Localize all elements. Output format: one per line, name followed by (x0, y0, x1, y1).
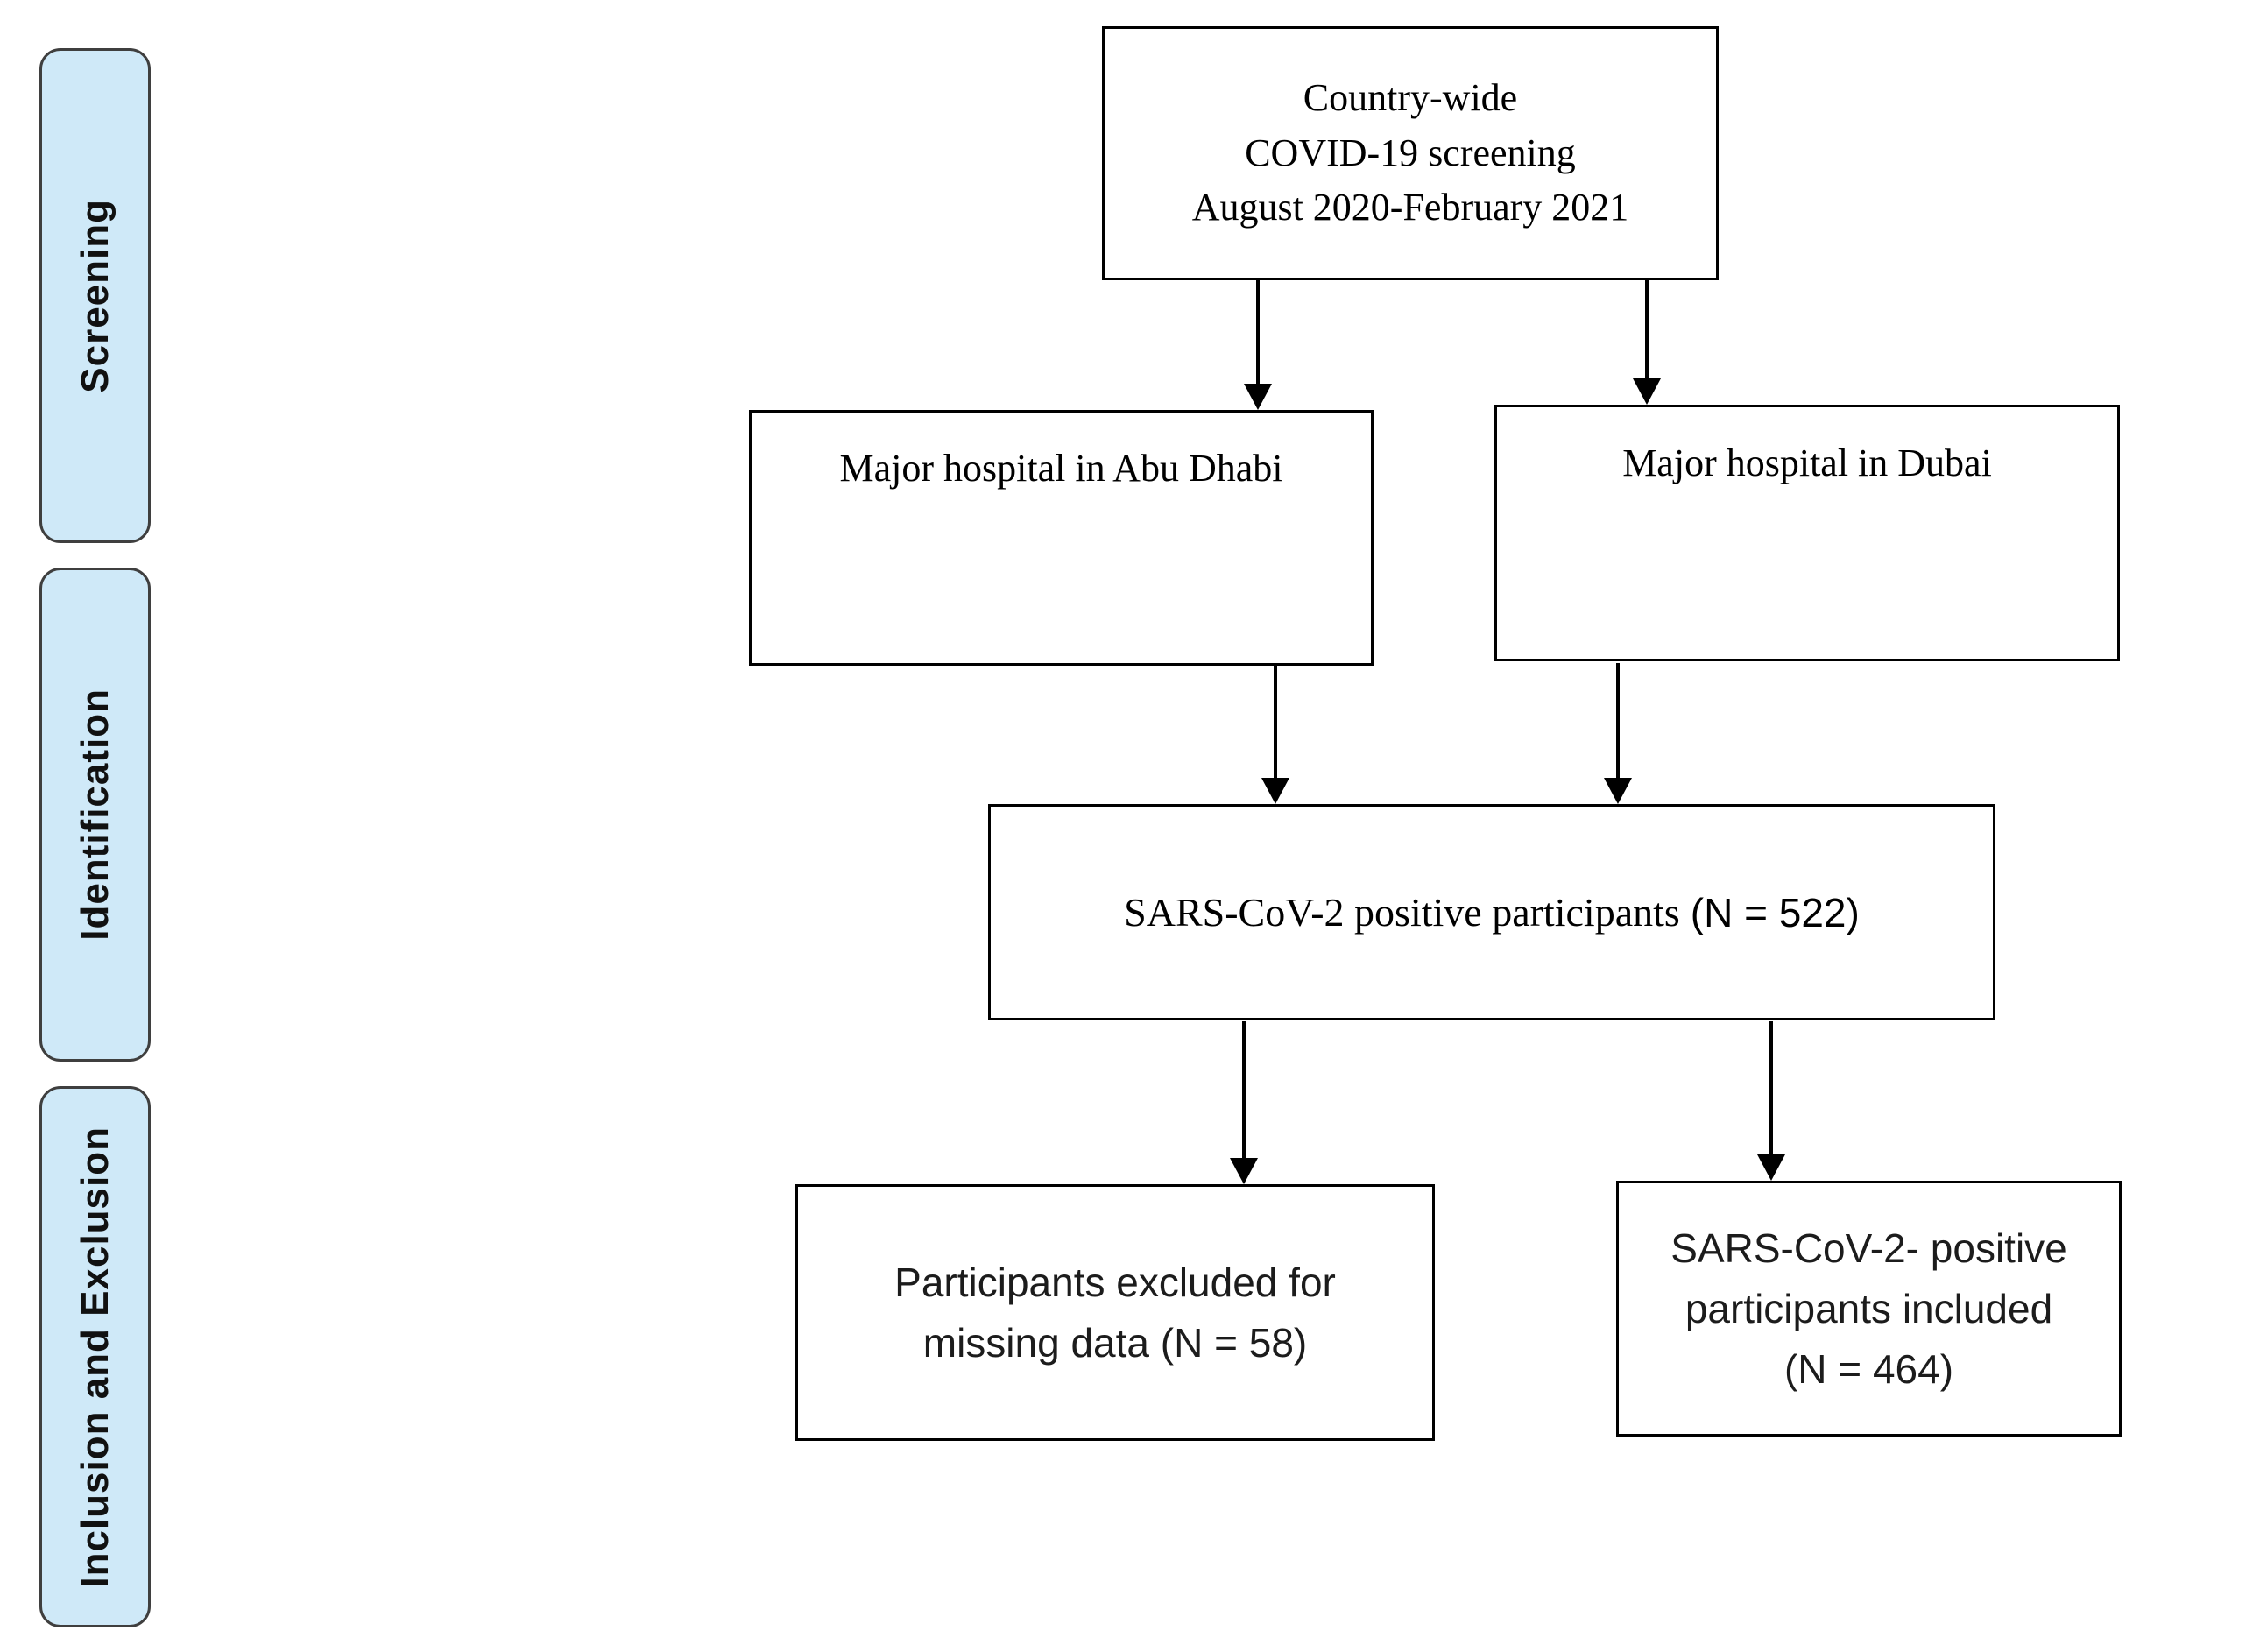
included-participants-box (1616, 1181, 2122, 1437)
box-line: Country-wide (1303, 76, 1518, 120)
dubai-hospital-box (1494, 405, 2120, 661)
box-line: (N = 464) (1783, 1345, 1954, 1392)
box-line: participants included (1684, 1285, 2053, 1331)
stage-inclusion-exclusion (39, 1086, 151, 1627)
box-line: Participants excluded for (894, 1259, 1336, 1305)
stage-screening (39, 48, 151, 543)
arrow-shaft (1274, 666, 1277, 780)
box-line: missing data (N = 58) (922, 1319, 1308, 1366)
arrow-shaft (1256, 280, 1260, 385)
arrow-head-icon (1633, 378, 1661, 405)
arrow-positive-to-excluded (1229, 1021, 1259, 1184)
abu-dhabi-hospital-box (749, 410, 1374, 666)
box-count: (N = 522) (1690, 889, 1860, 935)
stage-identification (39, 568, 151, 1062)
box-line: SARS-CoV-2- positive (1670, 1225, 2067, 1271)
arrow-shaft (1242, 1021, 1246, 1160)
arrow-head-icon (1230, 1158, 1258, 1184)
arrow-head-icon (1244, 384, 1272, 410)
arrow-screening-to-abudhabi (1243, 280, 1273, 410)
box-label: Major hospital in Dubai (1622, 441, 1992, 484)
box-label: SARS-CoV-2 positive participants (1124, 890, 1680, 935)
arrow-shaft (1616, 663, 1620, 780)
box-label: Major hospital in Abu Dhabi (839, 447, 1283, 490)
excluded-participants-box (795, 1184, 1435, 1441)
countrywide-screening-box (1102, 26, 1719, 280)
stage-inclusion-exclusion-label: Inclusion and Exclusion (73, 1126, 117, 1588)
arrow-shaft (1645, 280, 1649, 380)
arrow-abudhabi-to-positive (1261, 666, 1290, 804)
box-line: COVID-19 screening (1245, 131, 1576, 174)
arrow-shaft (1769, 1021, 1773, 1156)
arrow-head-icon (1604, 778, 1632, 804)
arrow-dubai-to-positive (1603, 663, 1633, 804)
box-line: August 2020-February 2021 (1191, 186, 1629, 229)
arrow-head-icon (1261, 778, 1289, 804)
arrow-screening-to-dubai (1632, 280, 1662, 405)
arrow-positive-to-included (1756, 1021, 1786, 1181)
stage-screening-label: Screening (73, 198, 117, 393)
arrow-head-icon (1757, 1154, 1785, 1181)
positive-participants-box (988, 804, 1995, 1020)
stage-identification-label: Identification (73, 688, 117, 941)
